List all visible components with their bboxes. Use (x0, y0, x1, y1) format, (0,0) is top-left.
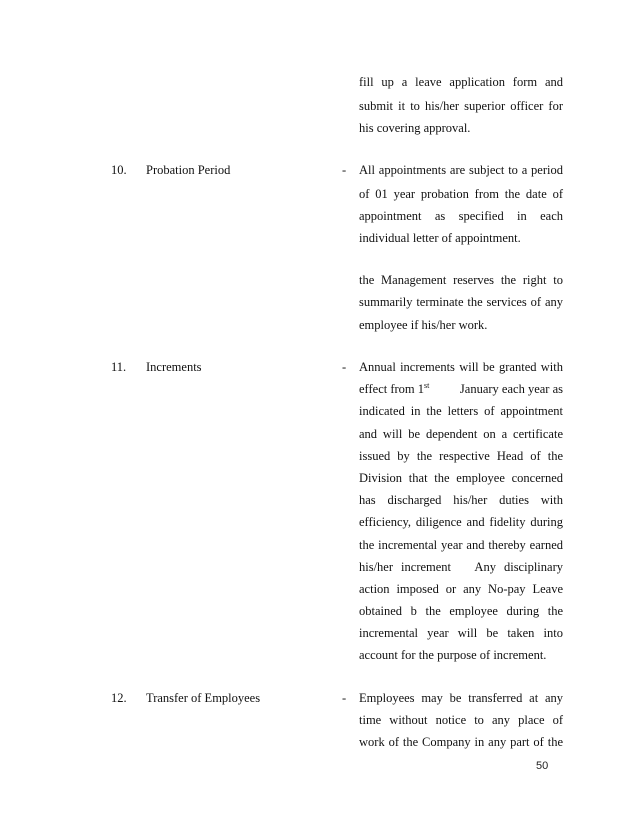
body-line: efficiency, diligence and fidelity during (359, 515, 563, 529)
body-line: individual letter of appointment. (359, 231, 521, 245)
body-line: the incremental year and thereby earned (359, 538, 563, 552)
body-line: and will be dependent on a certificate (359, 427, 563, 441)
section-title: Probation Period (146, 163, 231, 177)
section-dash: - (342, 360, 347, 374)
page-number: 50 (536, 760, 549, 772)
body-line: has discharged his/her duties with (359, 493, 563, 507)
body-line: summarily terminate the services of any (359, 295, 563, 309)
body-line: his/her increment Any disciplinary (359, 560, 563, 574)
body-line: submit it to his/her superior officer for (359, 99, 563, 113)
body-line: Employees may be transferred at any (359, 691, 563, 705)
body-line: account for the purpose of increment. (359, 648, 547, 662)
body-line: issued by the respective Head of the (359, 449, 563, 463)
body-line: work of the Company in any part of the (359, 735, 563, 749)
body-text: effect from 1st (359, 381, 430, 396)
body-line: fill up a leave application form and (359, 75, 563, 89)
section-number: 12. (111, 691, 127, 705)
section-number: 11. (111, 360, 127, 374)
body-line: action imposed or any No-pay Leave (359, 582, 563, 596)
body-line: of 01 year probation from the date of (359, 187, 563, 201)
section-dash: - (342, 691, 347, 705)
body-line: Division that the employee concerned (359, 471, 563, 485)
superscript: st (424, 381, 430, 390)
body-line: indicated in the letters of appointment (359, 404, 563, 418)
body-line: obtained b the employee during the (359, 604, 563, 618)
body-line: time without notice to any place of (359, 713, 563, 727)
section-number: 10. (111, 163, 127, 177)
body-line: incremental year will be taken into (359, 626, 563, 640)
body-line (359, 381, 563, 397)
section-title: Transfer of Employees (146, 691, 261, 705)
body-line: All appointments are subject to a period (359, 163, 563, 177)
body-line: employee if his/her work. (359, 318, 488, 332)
body-line: his covering approval. (359, 121, 471, 135)
body-line: Annual increments will be granted with (359, 360, 563, 374)
section-dash: - (342, 163, 347, 177)
body-line: the Management reserves the right to (359, 273, 563, 287)
section-title: Increments (146, 360, 202, 374)
body-text: January each year as (456, 382, 563, 396)
body-line: appointment as specified in each (359, 209, 563, 223)
